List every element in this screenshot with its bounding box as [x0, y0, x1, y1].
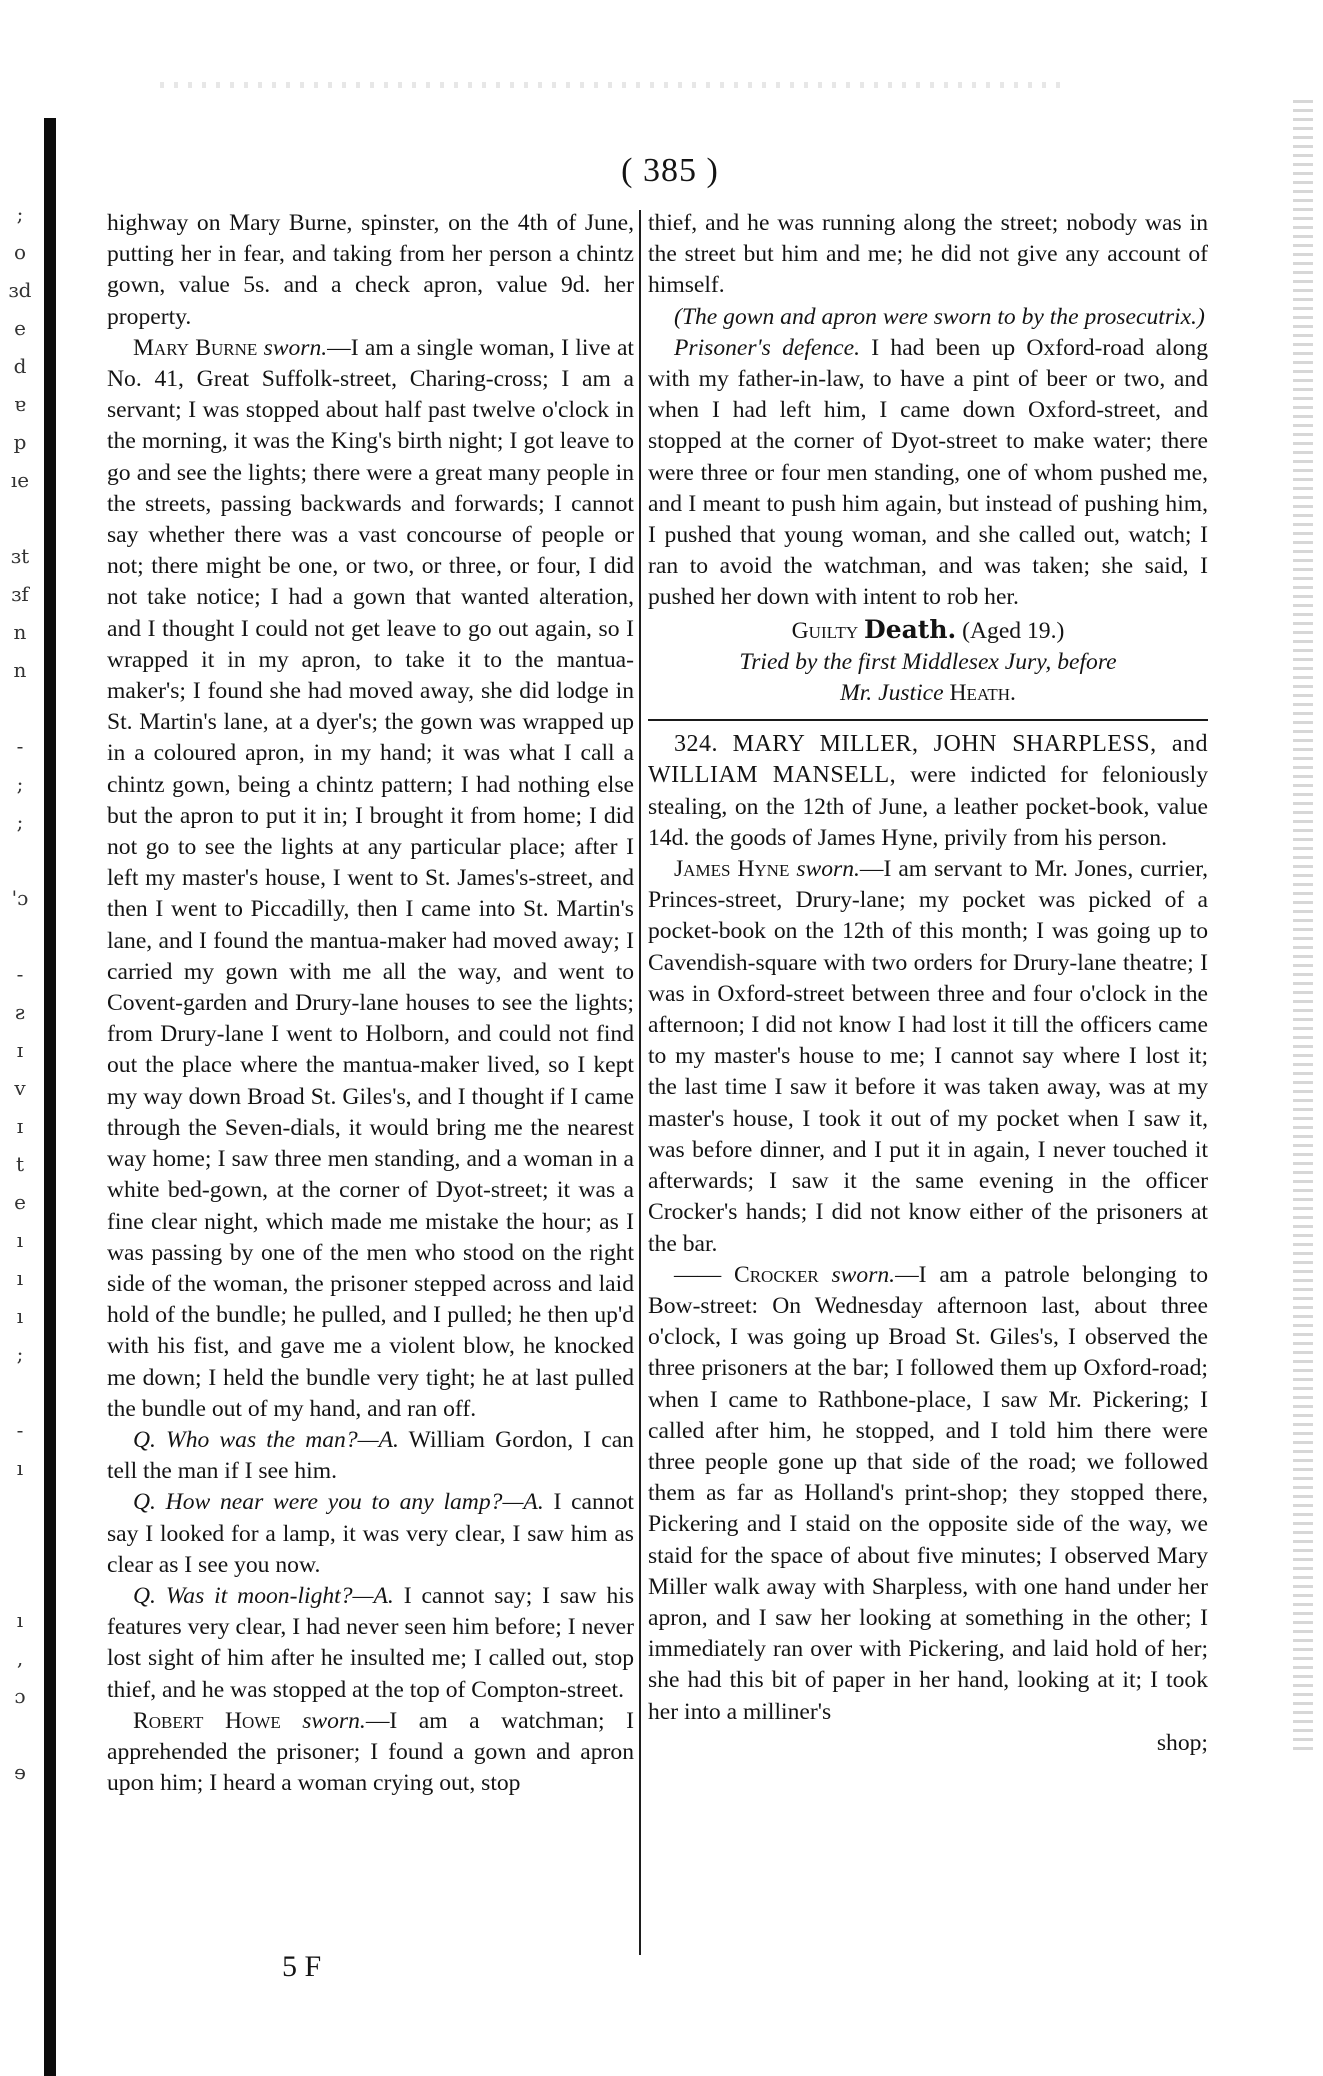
margin-glyph: ı: [16, 1266, 24, 1290]
question-2: Q. How near were you to any lamp?—A. I cannot say I looked for a lamp, it was very clear, I saw him as clear as I see you now.: [107, 1489, 634, 1578]
margin-glyph: ƨ: [14, 1000, 26, 1024]
margin-glyph: -: [16, 962, 24, 986]
prosecutrix-note: (The gown and apron were sworn to by the prosecutrix.): [674, 303, 1205, 330]
margin-glyph: ı: [16, 1304, 24, 1328]
speaker-name: James Hyne: [674, 856, 790, 883]
margin-glyph: ı: [16, 1456, 24, 1480]
margin-glyph: e: [14, 1190, 26, 1214]
testimony-text: —I am a patrole belonging to Bow-street: On Wednesday afternoon last, about three o'clock, I was going up Broad St. Giles's, I observed the three prisoners at the bar; I followed them up Oxford-road; when I came to Rathbone-place, I saw Mr. Pickering; I called after him, he stopped, and I told him there were three people gone up that side of the road; we followed them as far as Holland's print-shop; they stopped there, Pickering and I staid on the opposite side of the way, we staid for the space of about five minutes; I observed Mary Miller walk away with Sharpless, with one hand under her apron, and I saw her looking at something in the other; I immediately ran over with Pickering, and laid hold of her; she had this bit of paper in her hand, looking at it; I took her into a milliner's: [648, 1261, 1208, 1725]
column-divider: [639, 210, 641, 1955]
case-324-indictment: 324. MARY MILLER, JOHN SHARPLESS, and WILLIAM MANSELL, were indicted for feloniously stealing, on the 12th of June, a leather pocket-book, value 14d. the goods of James Hyne, privily from his person.: [648, 731, 1208, 851]
sworn-label: sworn.: [302, 1707, 366, 1734]
sworn-label: sworn.: [831, 1261, 896, 1288]
margin-glyph: ɪ: [16, 1038, 24, 1062]
margin-glyph: [0, 841, 40, 879]
verdict-death: Death.: [864, 614, 957, 644]
margin-glyph: p: [13, 430, 27, 454]
sworn-label: sworn.: [796, 856, 860, 883]
margin-glyph: -: [16, 1418, 24, 1442]
right-column: [648, 208, 1208, 1759]
margin-glyph: -: [16, 734, 24, 758]
page-gutter-shadow: [44, 118, 56, 2076]
margin-glyph: [0, 499, 40, 537]
margin-glyph: ıe: [10, 468, 30, 492]
margin-glyph: ı: [16, 1228, 24, 1252]
right-continuation: thief, and he was running along the street; nobody was in the street but him and me; he did not give any account of himself.: [648, 210, 1208, 299]
case-defendants: MARY MILLER, JOHN SHARPLESS, and WILLIAM MANSELL,: [648, 731, 1208, 789]
margin-glyph: v: [14, 1076, 26, 1100]
margin-glyph: [0, 689, 40, 727]
margin-glyph: [0, 1525, 40, 1563]
sworn-label: sworn.: [263, 334, 328, 361]
margin-glyph: [0, 1715, 40, 1753]
margin-glyph: e: [14, 316, 26, 340]
margin-glyph: o: [13, 240, 27, 264]
verdict-line: Guilty Death. (Aged 19.): [791, 614, 1065, 644]
left-column: [107, 208, 634, 1799]
section-rule: [648, 719, 1208, 721]
defence-label: Prisoner's defence.: [674, 334, 861, 361]
testimony-mary-burne: [107, 333, 634, 1425]
top-scan-noise: [160, 82, 1060, 88]
margin-glyph: 'ɔ: [11, 886, 29, 910]
margin-glyph: ɜt: [10, 544, 30, 568]
testimony-text: —I am a single woman, I live at No. 41, Great Suffolk-street, Charing-cross; I am a servant; I was stopped about half past twelve o'clock in the morning, it was the King's birth night; I got leave to go and see the lights; there were a great many people in the streets, passing backwards and forwards; I cannot say whether there was a vast concourse of people or not; there might be one, or two, or three, or four, I did not take notice; I had a gown that wanted alteration, and I thought I could not get leave to go out again, so I wrapped it in my apron, to take it to the mantua-maker's; I found she had moved away, she did lodge in St. Martin's lane, at a dyer's; the gown was wrapped up in a coloured apron, in my hand; it was what I call a chintz gown, being a chintz pattern; I had nothing else but the apron to put it in; I brought it from home; I did not go to see the lights at any particular place; after I left my master's house, I went to St. James's-street, and then I went to Piccadilly, then I came into St. Martin's lane, and I found the mantua-maker had moved away; I carried my gown with me all the way, and went to Covent-garden and Drury-lane houses to see the lights; from Drury-lane I went to Holborn, and could not find out the place where the mantua-maker lived, so I kept my way down Broad St. Giles's, and I thought if I came through the Seven-dials, it would bring me the nearest way home; I saw three men standing, and a woman in a white bed-gown, at the corner of Dyot-street; it was a fine clear night, which made me mistake the hour; as I was passing by one of the men who stood on the right side of the woman, the prisoner stepped across and laid hold of the bundle; he pulled, and I pulled; he then up'd with his fist, and gave me a violent blow, he knocked me down; I held the bundle very tight; he at last pulled the bundle out of my hand, and ran off.: [107, 334, 634, 1422]
case-number: 324.: [674, 731, 718, 758]
right-edge-bleed: [1293, 100, 1313, 1750]
margin-glyph: ɪ: [16, 1114, 24, 1138]
testimony-robert-howe: [107, 1706, 634, 1800]
margin-glyph: ɜd: [8, 278, 32, 302]
testimony-text: —I am servant to Mr. Jones, currier, Princes-street, Drury-lane; my pocket was picked of a pocket-book on the 12th of this month; I was going up to Cavendish-square with two orders for Drury-lane theatre; I was in Oxford-street between three and four o'clock in the afternoon; I did not know I had lost it till the officers came to my master's house to me; I cannot say where I lost it; the last time I saw it before it was taken away, was at my master's house, I took it out of my pocket when I saw it, was before dinner, and I put it in again, I never touched it afterwards; I saw it the same evening in the officer Crocker's hands; I did not know either of the prisoners at the bar.: [648, 856, 1209, 1257]
question-1: Q. Who was the man?—A. William Gordon, I can tell the man if I see him.: [107, 1426, 634, 1485]
margin-glyph: ɐ: [14, 392, 26, 416]
margin-glyph: ,: [16, 1646, 24, 1670]
margin-glyph: ɜf: [11, 582, 29, 606]
margin-glyph: t: [15, 1152, 25, 1176]
left-continuation: highway on Mary Burne, spinster, on the 4th of June, putting her in fear, and taking from her person a chintz gown, value 5s. and a check apron, value 9d. her property.: [107, 210, 634, 330]
margin-glyph: ı: [16, 1608, 24, 1632]
margin-glyph: ;: [16, 1342, 24, 1366]
margin-glyph: ;: [16, 810, 24, 834]
margin-glyph: n: [13, 658, 27, 682]
margin-glyph: n: [13, 620, 27, 644]
question-3: Q. Was it moon-light?—A. I cannot say; I saw his features very clear, I had never seen him before; I never lost sight of him after he insulted me; I called out, stop thief, and he was stopped at the top of Compton-street.: [107, 1582, 634, 1703]
margin-glyph: ;: [16, 202, 24, 226]
margin-glyph: [0, 917, 40, 955]
margin-glyph: [0, 1373, 40, 1411]
catchword: shop;: [1156, 1729, 1208, 1756]
margin-glyph: ɔ: [14, 1684, 26, 1708]
testimony-crocker: —— Crocker sworn.—I am a patrole belonging to Bow-street: On Wednesday afternoon last, about three o'clock, I was going up Broad St. Giles's, I observed the three prisoners at the bar; I followed them up Oxford-road; when I came to Rathbone-place, I saw Mr. Pickering; I called after him, he stopped, and I told him there were three people gone up that side of the road; we followed them as far as Holland's print-shop; they stopped there, Pickering and I staid on the opposite side of the way, we staid for the space of about five minutes; I observed Mary Miller walk away with Sharpless, with one hand under her apron, and I saw her looking at something in the other; I immediately ran over with Pickering, and laid hold of her; she had this bit of paper in her hand, looking at it; I took her into a milliner's: [648, 1261, 1208, 1725]
testimony-james-hyne: [648, 854, 1208, 1260]
speaker-name: Mary Burne: [133, 334, 258, 361]
margin-glyph: ɘ: [14, 1760, 26, 1784]
margin-glyph: d: [13, 354, 27, 378]
margin-glyph: [0, 1563, 40, 1601]
page-number: ( 385 ): [621, 152, 719, 189]
tried-line-1: Tried by the first Middlesex Jury, before: [739, 648, 1117, 675]
tried-line-2: Mr. Justice Heath.: [840, 680, 1016, 707]
defence-text: I had been up Oxford-road along with my father-in-law, to have a pint of beer or two, and when I had left him, I came down Oxford-street, and stopped at the corner of Dyot-street to make water; there were three or four men standing, one of whom pushed me, and I meant to push him again, but instead of pushing him, I pushed that young woman, and she called out, watch; I ran to avoid the watchman, and was taken; she said, I pushed her down with intent to rob her.: [648, 334, 1208, 611]
speaker-name: Robert Howe: [133, 1707, 281, 1734]
margin-glyph: [0, 1487, 40, 1525]
speaker-name: Crocker: [733, 1261, 819, 1288]
prisoner-defence: [648, 333, 1208, 614]
margin-glyph: ;: [16, 772, 24, 796]
signature-mark: 5 F: [282, 1950, 322, 1983]
left-margin-bleed-through: [0, 195, 40, 1791]
testimony-text: —I am a watchman; I apprehended the prisoner; I found a gown and apron upon him; I heard a woman crying out, stop: [107, 1707, 634, 1797]
